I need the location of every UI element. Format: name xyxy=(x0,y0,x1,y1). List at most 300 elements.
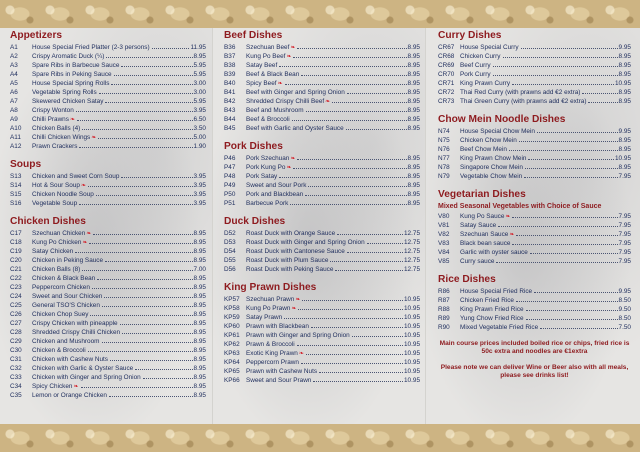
menu-item xyxy=(438,172,631,181)
item-code: KP65 xyxy=(224,368,240,375)
item-name: Chicken & Black Bean xyxy=(32,275,96,282)
item-name: Yung Chow Fried Rice xyxy=(460,315,524,322)
dot-leader xyxy=(516,235,617,236)
dot-leader xyxy=(93,234,192,235)
dot-leader xyxy=(347,93,407,94)
dot-leader xyxy=(82,270,192,271)
item-code: N74 xyxy=(438,128,450,135)
item-code: A9 xyxy=(10,116,18,123)
item-price: 8.95 xyxy=(193,284,206,291)
menu-item xyxy=(10,274,206,283)
item-code: B43 xyxy=(224,107,236,114)
item-name: Spare Ribs in Barbecue Sauce xyxy=(32,62,120,69)
section-title: Rice Dishes xyxy=(438,274,496,285)
item-name: Szechuan Chicken xyxy=(32,230,86,237)
menu-item xyxy=(224,154,420,163)
dot-leader xyxy=(88,186,193,187)
chili-pepper-icon: ❧ xyxy=(291,306,297,312)
item-name: Beef Curry xyxy=(460,62,491,69)
item-name: Peppercorn Chicken xyxy=(32,284,90,291)
item-name: Chicken Noodle Soup xyxy=(32,191,94,198)
menu-item xyxy=(224,199,420,208)
item-price: 8.95 xyxy=(407,89,420,96)
item-price: 7.95 xyxy=(618,231,631,238)
dot-leader xyxy=(76,111,193,112)
item-name: Pork and Blackbean xyxy=(246,191,304,198)
item-name: Roast Duck with Cantonese Sauce xyxy=(246,248,345,255)
section-title: Vegetarian Dishes xyxy=(438,189,526,200)
dot-leader xyxy=(109,396,193,397)
item-code: C18 xyxy=(10,239,22,246)
item-name: Roast Duck with Peking Sauce xyxy=(246,266,334,273)
menu-item xyxy=(438,97,631,106)
dot-leader xyxy=(297,345,403,346)
dot-leader xyxy=(143,378,193,379)
dot-leader xyxy=(306,111,407,112)
menu-item xyxy=(438,248,631,257)
item-price: 10.95 xyxy=(404,350,420,357)
item-code: C29 xyxy=(10,338,22,345)
item-price: 10.95 xyxy=(615,155,631,162)
dot-leader xyxy=(152,48,190,49)
item-code: R86 xyxy=(438,288,450,295)
menu-item xyxy=(438,305,631,314)
item-name: Prawn with Ginger and Spring Onion xyxy=(246,332,350,339)
menu-item xyxy=(10,52,206,61)
item-code: B40 xyxy=(224,80,236,87)
item-code: B38 xyxy=(224,62,236,69)
item-price: 6.50 xyxy=(193,116,206,123)
item-price: 8.95 xyxy=(407,155,420,162)
menu-item xyxy=(438,239,631,248)
item-price: 8.50 xyxy=(618,297,631,304)
item-code: D52 xyxy=(224,230,236,237)
item-code: C30 xyxy=(10,347,22,354)
menu-item xyxy=(224,340,420,349)
item-code: N77 xyxy=(438,155,450,162)
menu-item xyxy=(10,172,206,181)
item-price: 1.90 xyxy=(193,143,206,150)
item-price: 7.95 xyxy=(618,213,631,220)
dot-leader xyxy=(135,369,192,370)
item-code: P49 xyxy=(224,182,236,189)
menu-item xyxy=(438,212,631,221)
menu-item xyxy=(10,229,206,238)
item-code: CR73 xyxy=(438,98,455,105)
menu-item xyxy=(224,124,420,133)
item-code: A12 xyxy=(10,143,22,150)
menu-item xyxy=(438,314,631,323)
dot-leader xyxy=(512,244,617,245)
menu-item xyxy=(224,79,420,88)
menu-note: Please note we can deliver Wine or Beer also with all meals, please see drinks list! xyxy=(440,364,629,379)
item-name: Curry sauce xyxy=(460,258,495,265)
dot-leader xyxy=(120,324,193,325)
dot-leader xyxy=(493,75,618,76)
dot-leader xyxy=(77,120,193,121)
item-code: A4 xyxy=(10,71,18,78)
menu-item xyxy=(224,265,420,274)
item-code: C35 xyxy=(10,392,22,399)
dot-leader xyxy=(81,387,193,388)
dot-leader xyxy=(509,150,618,151)
dot-leader xyxy=(79,147,192,148)
item-price: 3.95 xyxy=(193,191,206,198)
item-price: 5.95 xyxy=(193,62,206,69)
dot-leader xyxy=(337,234,403,235)
item-name: Chicken & Broccoli xyxy=(32,347,86,354)
dot-leader xyxy=(122,333,192,334)
menu-item xyxy=(10,382,206,391)
dot-leader xyxy=(493,66,618,67)
dot-leader xyxy=(308,186,406,187)
dot-leader xyxy=(311,327,403,328)
item-name: Roast Duck with Ginger and Spring Onion xyxy=(246,239,365,246)
item-name: Szechuan Sauce xyxy=(460,231,509,238)
item-code: KP58 xyxy=(224,305,240,312)
menu-item xyxy=(10,238,206,247)
item-price: 12.75 xyxy=(404,230,420,237)
section-title: King Prawn Dishes xyxy=(224,282,317,293)
menu-item xyxy=(438,296,631,305)
dot-leader xyxy=(279,177,406,178)
item-code: V84 xyxy=(438,249,450,256)
item-price: 8.95 xyxy=(193,347,206,354)
item-code: KP64 xyxy=(224,359,240,366)
item-name: Hot & Sour Soup xyxy=(32,182,80,189)
item-code: B42 xyxy=(224,98,236,105)
item-code: A3 xyxy=(10,62,18,69)
item-price: 10.95 xyxy=(404,377,420,384)
item-name: King Prawn Fried Rice xyxy=(460,306,524,313)
section-spacer xyxy=(224,208,420,216)
item-code: B41 xyxy=(224,89,236,96)
menu-item xyxy=(224,106,420,115)
item-name: Satay Beef xyxy=(246,62,278,69)
item-name: Spicy Chicken xyxy=(32,383,73,390)
dot-leader xyxy=(98,138,192,139)
item-code: C22 xyxy=(10,275,22,282)
item-code: B37 xyxy=(224,53,236,60)
item-name: Satay Sauce xyxy=(460,222,497,229)
section-spacer xyxy=(438,266,631,274)
item-code: C20 xyxy=(10,257,22,264)
item-code: V80 xyxy=(438,213,450,220)
item-price: 8.95 xyxy=(193,320,206,327)
item-name: Chicken with Garlic & Oyster Sauce xyxy=(32,365,134,372)
item-name: Chicken and Mushroom xyxy=(32,338,100,345)
item-name: Szechuan Prawn xyxy=(246,296,295,303)
menu-item xyxy=(224,181,420,190)
item-price: 3.00 xyxy=(193,80,206,87)
item-code: S15 xyxy=(10,191,22,198)
item-name: Vegetable Soup xyxy=(32,200,78,207)
dot-leader xyxy=(297,159,406,160)
item-code: C19 xyxy=(10,248,22,255)
menu-item xyxy=(10,391,206,400)
menu-item xyxy=(438,52,631,61)
menu-item xyxy=(438,70,631,79)
item-name: Skewered Chicken Satay xyxy=(32,98,104,105)
dot-leader xyxy=(313,381,403,382)
menu-item xyxy=(10,190,206,199)
item-name: King Prawn Curry xyxy=(460,80,511,87)
item-code: CR72 xyxy=(438,89,455,96)
menu-item xyxy=(10,319,206,328)
dot-leader xyxy=(121,177,192,178)
menu-item xyxy=(224,349,420,358)
menu-item xyxy=(224,295,420,304)
item-price: 8.95 xyxy=(407,173,420,180)
dot-leader xyxy=(82,129,192,130)
item-code: CR71 xyxy=(438,80,455,87)
menu-item xyxy=(438,221,631,230)
section-title: Beef Dishes xyxy=(224,30,283,41)
item-code: R87 xyxy=(438,297,450,304)
item-name: Pork Kung Po xyxy=(246,164,286,171)
item-name: Chicken with Ginger and Spring Onion xyxy=(32,374,141,381)
item-price: 8.95 xyxy=(407,53,420,60)
section-title: Chicken Dishes xyxy=(10,216,86,227)
menu-item xyxy=(10,355,206,364)
item-code: D55 xyxy=(224,257,236,264)
menu-item xyxy=(438,136,631,145)
item-price: 8.95 xyxy=(193,248,206,255)
item-price: 3.95 xyxy=(193,107,206,114)
item-name: Satay Prawn xyxy=(246,314,283,321)
item-price: 8.95 xyxy=(193,293,206,300)
item-price: 8.95 xyxy=(407,116,420,123)
menu-column-1 xyxy=(10,30,206,400)
item-name: Beef with Garlic and Oyster Sauce xyxy=(246,125,344,132)
item-code: C21 xyxy=(10,266,22,273)
item-price: 10.95 xyxy=(404,296,420,303)
item-code: A1 xyxy=(10,44,18,51)
menu-item xyxy=(224,331,420,340)
item-code: P48 xyxy=(224,173,236,180)
item-price: 3.95 xyxy=(193,173,206,180)
item-code: P51 xyxy=(224,200,236,207)
item-name: Pork Szechuan xyxy=(246,155,290,162)
item-price: 8.95 xyxy=(407,107,420,114)
item-price: 8.95 xyxy=(618,137,631,144)
menu-item xyxy=(10,199,206,208)
menu-item xyxy=(10,310,206,319)
item-code: KP62 xyxy=(224,341,240,348)
menu-item xyxy=(224,88,420,97)
dot-leader xyxy=(106,57,192,58)
item-price: 8.95 xyxy=(193,275,206,282)
item-price: 8.95 xyxy=(618,89,631,96)
item-name: Pork Satay xyxy=(246,173,278,180)
menu-item xyxy=(224,190,420,199)
item-code: CR69 xyxy=(438,62,455,69)
dot-leader xyxy=(99,93,193,94)
menu-column-3 xyxy=(438,30,631,380)
dot-leader xyxy=(319,372,403,373)
menu-item xyxy=(10,97,206,106)
item-name: Chilli Chicken Wings xyxy=(32,134,91,141)
item-name: Shredded Crispy Chilli Chicken xyxy=(32,329,121,336)
item-code: C24 xyxy=(10,293,22,300)
item-price: 8.95 xyxy=(407,182,420,189)
dot-leader xyxy=(526,310,618,311)
menu-item xyxy=(224,313,420,322)
menu-item xyxy=(10,70,206,79)
dot-leader xyxy=(540,328,617,329)
chili-pepper-icon: ❧ xyxy=(73,384,79,390)
section-title: Pork Dishes xyxy=(224,141,283,152)
item-price: 7.50 xyxy=(618,324,631,331)
item-price: 8.95 xyxy=(193,311,206,318)
item-price: 3.50 xyxy=(193,125,206,132)
item-code: C28 xyxy=(10,329,22,336)
item-code: C17 xyxy=(10,230,22,237)
dot-leader xyxy=(114,75,193,76)
item-name: Roast Duck with Plum Sauce xyxy=(246,257,329,264)
dot-leader xyxy=(92,288,193,289)
item-name: Singapore Chow Mein xyxy=(460,164,523,171)
item-price: 10.95 xyxy=(404,314,420,321)
item-name: Chicken Fried Rice xyxy=(460,297,514,304)
menu-item xyxy=(10,79,206,88)
item-code: A7 xyxy=(10,98,18,105)
dot-leader xyxy=(301,75,406,76)
item-price: 8.95 xyxy=(193,356,206,363)
chili-pepper-icon: ❧ xyxy=(86,231,92,237)
dot-leader xyxy=(279,66,406,67)
item-name: House Special Spring Rolls xyxy=(32,80,110,87)
menu-item xyxy=(438,127,631,136)
item-code: A8 xyxy=(10,107,18,114)
item-price: 8.95 xyxy=(407,125,420,132)
item-name: Roast Duck with Orange Sauce xyxy=(246,230,336,237)
dot-leader xyxy=(335,270,403,271)
item-price: 8.95 xyxy=(618,146,631,153)
dot-leader xyxy=(298,309,403,310)
item-name: Barbecue Pork xyxy=(246,200,289,207)
item-price: 9.95 xyxy=(618,44,631,51)
dot-leader xyxy=(105,261,192,262)
item-price: 8.95 xyxy=(193,392,206,399)
item-price: 9.95 xyxy=(618,288,631,295)
dot-leader xyxy=(352,336,403,337)
menu-item xyxy=(10,124,206,133)
item-name: Prawn with Blackbean xyxy=(246,323,309,330)
item-name: King Prawn Chow Mein xyxy=(460,155,527,162)
item-name: Crispy Chicken with pineapple xyxy=(32,320,118,327)
item-name: Beef Chow Mein xyxy=(460,146,507,153)
item-code: C26 xyxy=(10,311,22,318)
menu-item xyxy=(10,292,206,301)
item-price: 8.95 xyxy=(618,71,631,78)
menu-item xyxy=(10,301,206,310)
item-code: B39 xyxy=(224,71,236,78)
menu-item xyxy=(224,163,420,172)
item-name: Black bean sauce xyxy=(460,240,511,247)
item-name: Vegetable Chow Mein xyxy=(460,173,523,180)
item-price: 10.95 xyxy=(404,323,420,330)
menu-item xyxy=(10,181,206,190)
section-spacer xyxy=(438,106,631,114)
chili-pepper-icon: ❧ xyxy=(69,117,75,123)
item-code: N78 xyxy=(438,164,450,171)
item-code: R88 xyxy=(438,306,450,313)
item-price: 8.95 xyxy=(407,191,420,198)
menu-item xyxy=(438,43,631,52)
dot-leader xyxy=(521,48,618,49)
dot-leader xyxy=(301,363,403,364)
item-price: 10.95 xyxy=(404,332,420,339)
item-name: Chicken Balls (4) xyxy=(32,125,81,132)
menu-item xyxy=(438,88,631,97)
item-price: 5.95 xyxy=(193,98,206,105)
item-name: Chilli Prawns xyxy=(32,116,69,123)
item-price: 7.95 xyxy=(618,222,631,229)
section-title: Soups xyxy=(10,159,42,170)
menu-item xyxy=(224,238,420,247)
item-name: Chicken Balls (8) xyxy=(32,266,81,273)
menu-item xyxy=(224,70,420,79)
item-code: KP61 xyxy=(224,332,240,339)
item-price: 12.75 xyxy=(404,239,420,246)
chili-pepper-icon: ❧ xyxy=(290,45,296,51)
chili-pepper-icon: ❧ xyxy=(80,183,86,189)
dot-leader xyxy=(330,261,403,262)
chili-pepper-icon: ❧ xyxy=(298,351,304,357)
item-price: 5.95 xyxy=(193,71,206,78)
item-code: R90 xyxy=(438,324,450,331)
item-code: A6 xyxy=(10,89,18,96)
item-price: 7.95 xyxy=(618,249,631,256)
dot-leader xyxy=(290,204,406,205)
menu-item xyxy=(438,230,631,239)
item-code: R89 xyxy=(438,315,450,322)
item-name: Chicken Chow Mein xyxy=(460,137,517,144)
item-price: 10.95 xyxy=(404,341,420,348)
item-name: General TSO'S Chicken xyxy=(32,302,100,309)
item-price: 8.95 xyxy=(193,230,206,237)
dot-leader xyxy=(346,129,407,130)
item-price: 8.95 xyxy=(407,80,420,87)
item-price: 8.95 xyxy=(193,329,206,336)
item-name: Chicken Curry xyxy=(460,53,501,60)
menu-item xyxy=(10,364,206,373)
chili-pepper-icon: ❧ xyxy=(277,81,283,87)
item-name: Pork Curry xyxy=(460,71,491,78)
section-title: Duck Dishes xyxy=(224,216,286,227)
dot-leader xyxy=(347,252,403,253)
menu-item xyxy=(224,61,420,70)
item-price: 7.95 xyxy=(618,258,631,265)
item-price: 10.95 xyxy=(404,368,420,375)
item-name: Beef and Mushroom xyxy=(246,107,304,114)
menu-item xyxy=(10,247,206,256)
item-price: 5.00 xyxy=(193,134,206,141)
menu-item xyxy=(10,133,206,142)
section-spacer xyxy=(10,208,206,216)
dot-leader xyxy=(512,84,614,85)
menu-item xyxy=(224,304,420,313)
dot-leader xyxy=(110,360,193,361)
item-name: Sweet and Sour Chicken xyxy=(32,293,103,300)
item-price: 8.95 xyxy=(407,98,420,105)
section-spacer xyxy=(224,133,420,141)
section-subtitle: Mixed Seasonal Vegetables with Choice of Sauce xyxy=(438,203,602,210)
chili-pepper-icon: ❧ xyxy=(290,156,296,162)
menu-item xyxy=(438,79,631,88)
item-code: C23 xyxy=(10,284,22,291)
